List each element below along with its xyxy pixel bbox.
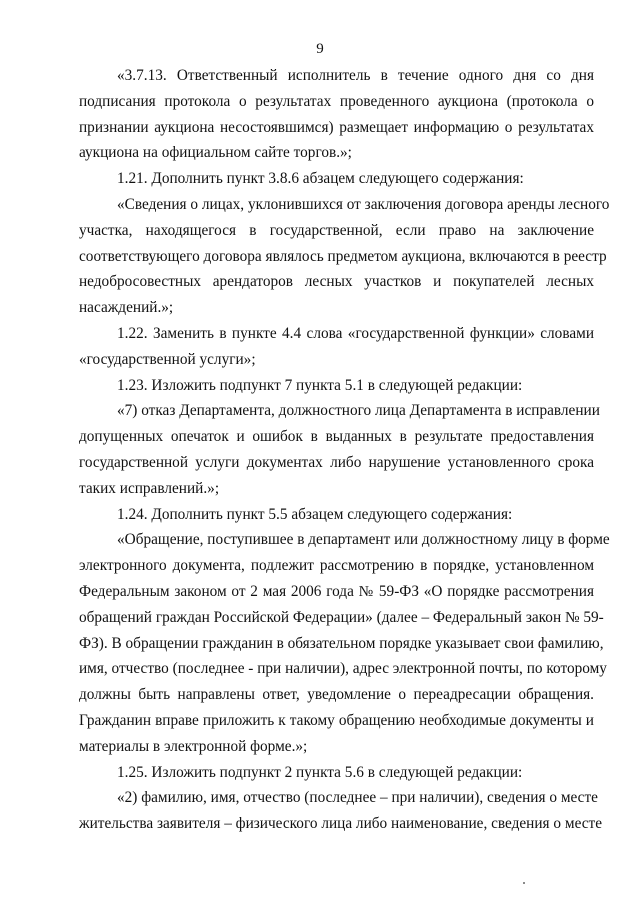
paragraph bbox=[79, 166, 594, 192]
text-line: 1.25. Изложить подпункт 2 пункта 5.6 в следующей редакции: bbox=[117, 763, 523, 781]
scan-speck bbox=[523, 882, 525, 884]
text-line: 1.23. Изложить подпункт 7 пункта 5.1 в следующей редакции: bbox=[117, 376, 523, 394]
text-line: 1.22. Заменить в пункте 4.4 слова «государственной функции» словами bbox=[117, 324, 594, 342]
text-line: соответствующего договора являлось предметом аукциона, включаются в реестр bbox=[79, 247, 607, 265]
text-line: ФЗ). В обращении гражданин в обязательном порядке указывает свои фамилию, bbox=[79, 634, 604, 652]
paragraph bbox=[79, 760, 594, 786]
text-line: должны быть направлены ответ, уведомление о переадресации обращения. bbox=[79, 686, 594, 704]
text-line: участка, находящегося в государственной, если право на заключение bbox=[79, 221, 594, 239]
paragraph bbox=[79, 785, 602, 837]
text-line: имя, отчество (последнее - при наличии), адрес электронной почты, по которому bbox=[79, 660, 607, 678]
text-line: Федеральным законом от 2 мая 2006 года № 59-ФЗ «О порядке рассмотрения bbox=[79, 582, 594, 600]
text-line: допущенных опечаток и ошибок в выданных в результате предоставления bbox=[79, 428, 594, 446]
paragraph bbox=[79, 192, 610, 321]
paragraph bbox=[79, 502, 594, 528]
text-line: «Сведения о лицах, уклонившихся от заключения договора аренды лесного bbox=[117, 195, 610, 213]
document-body bbox=[79, 63, 610, 837]
text-line: Гражданин вправе приложить к такому обращению необходимые документы и bbox=[79, 711, 594, 729]
paragraph bbox=[79, 398, 600, 501]
page-number: 9 bbox=[316, 41, 324, 57]
text-line: насаждений.»; bbox=[79, 299, 174, 317]
text-line: жительства заявителя – физического лица либо наименование, сведения о месте bbox=[79, 815, 602, 833]
text-line: 1.24. Дополнить пункт 5.5 абзацем следующего содержания: bbox=[117, 505, 513, 523]
text-line: обращений граждан Российской Федерации» (далее – Федеральный закон № 59- bbox=[79, 608, 604, 626]
text-line: «2) фамилию, имя, отчество (последнее – при наличии), сведения о месте bbox=[117, 789, 598, 807]
text-line: «государственной услуги»; bbox=[79, 350, 256, 368]
text-line: аукциона на официальном сайте торгов.»; bbox=[79, 144, 352, 162]
text-line: электронного документа, подлежит рассмотрению в порядке, установленном bbox=[79, 557, 594, 575]
text-line: материалы в электронной форме.»; bbox=[79, 737, 308, 755]
text-line: таких исправлений.»; bbox=[79, 479, 220, 497]
text-line: недобросовестных арендаторов лесных участков и покупателей лесных bbox=[79, 273, 594, 291]
text-line: «7) отказ Департамента, должностного лица Департамента в исправлении bbox=[117, 402, 600, 420]
paragraph bbox=[79, 373, 594, 399]
text-line: признании аукциона несостоявшимся) размещает информацию о результатах bbox=[79, 118, 594, 136]
text-line: 1.21. Дополнить пункт 3.8.6 абзацем следующего содержания: bbox=[117, 170, 524, 188]
text-line: государственной услуги документах либо нарушение установленного срока bbox=[79, 453, 594, 471]
text-line: «3.7.13. Ответственный исполнитель в течение одного дня со дня bbox=[117, 67, 594, 84]
text-line: «Обращение, поступившее в департамент или должностному лицу в форме bbox=[117, 531, 610, 549]
paragraph bbox=[79, 527, 610, 759]
paragraph bbox=[79, 321, 594, 373]
text-line: подписания протокола о результатах проведенного аукциона (протокола о bbox=[79, 92, 594, 110]
paragraph bbox=[79, 63, 594, 166]
